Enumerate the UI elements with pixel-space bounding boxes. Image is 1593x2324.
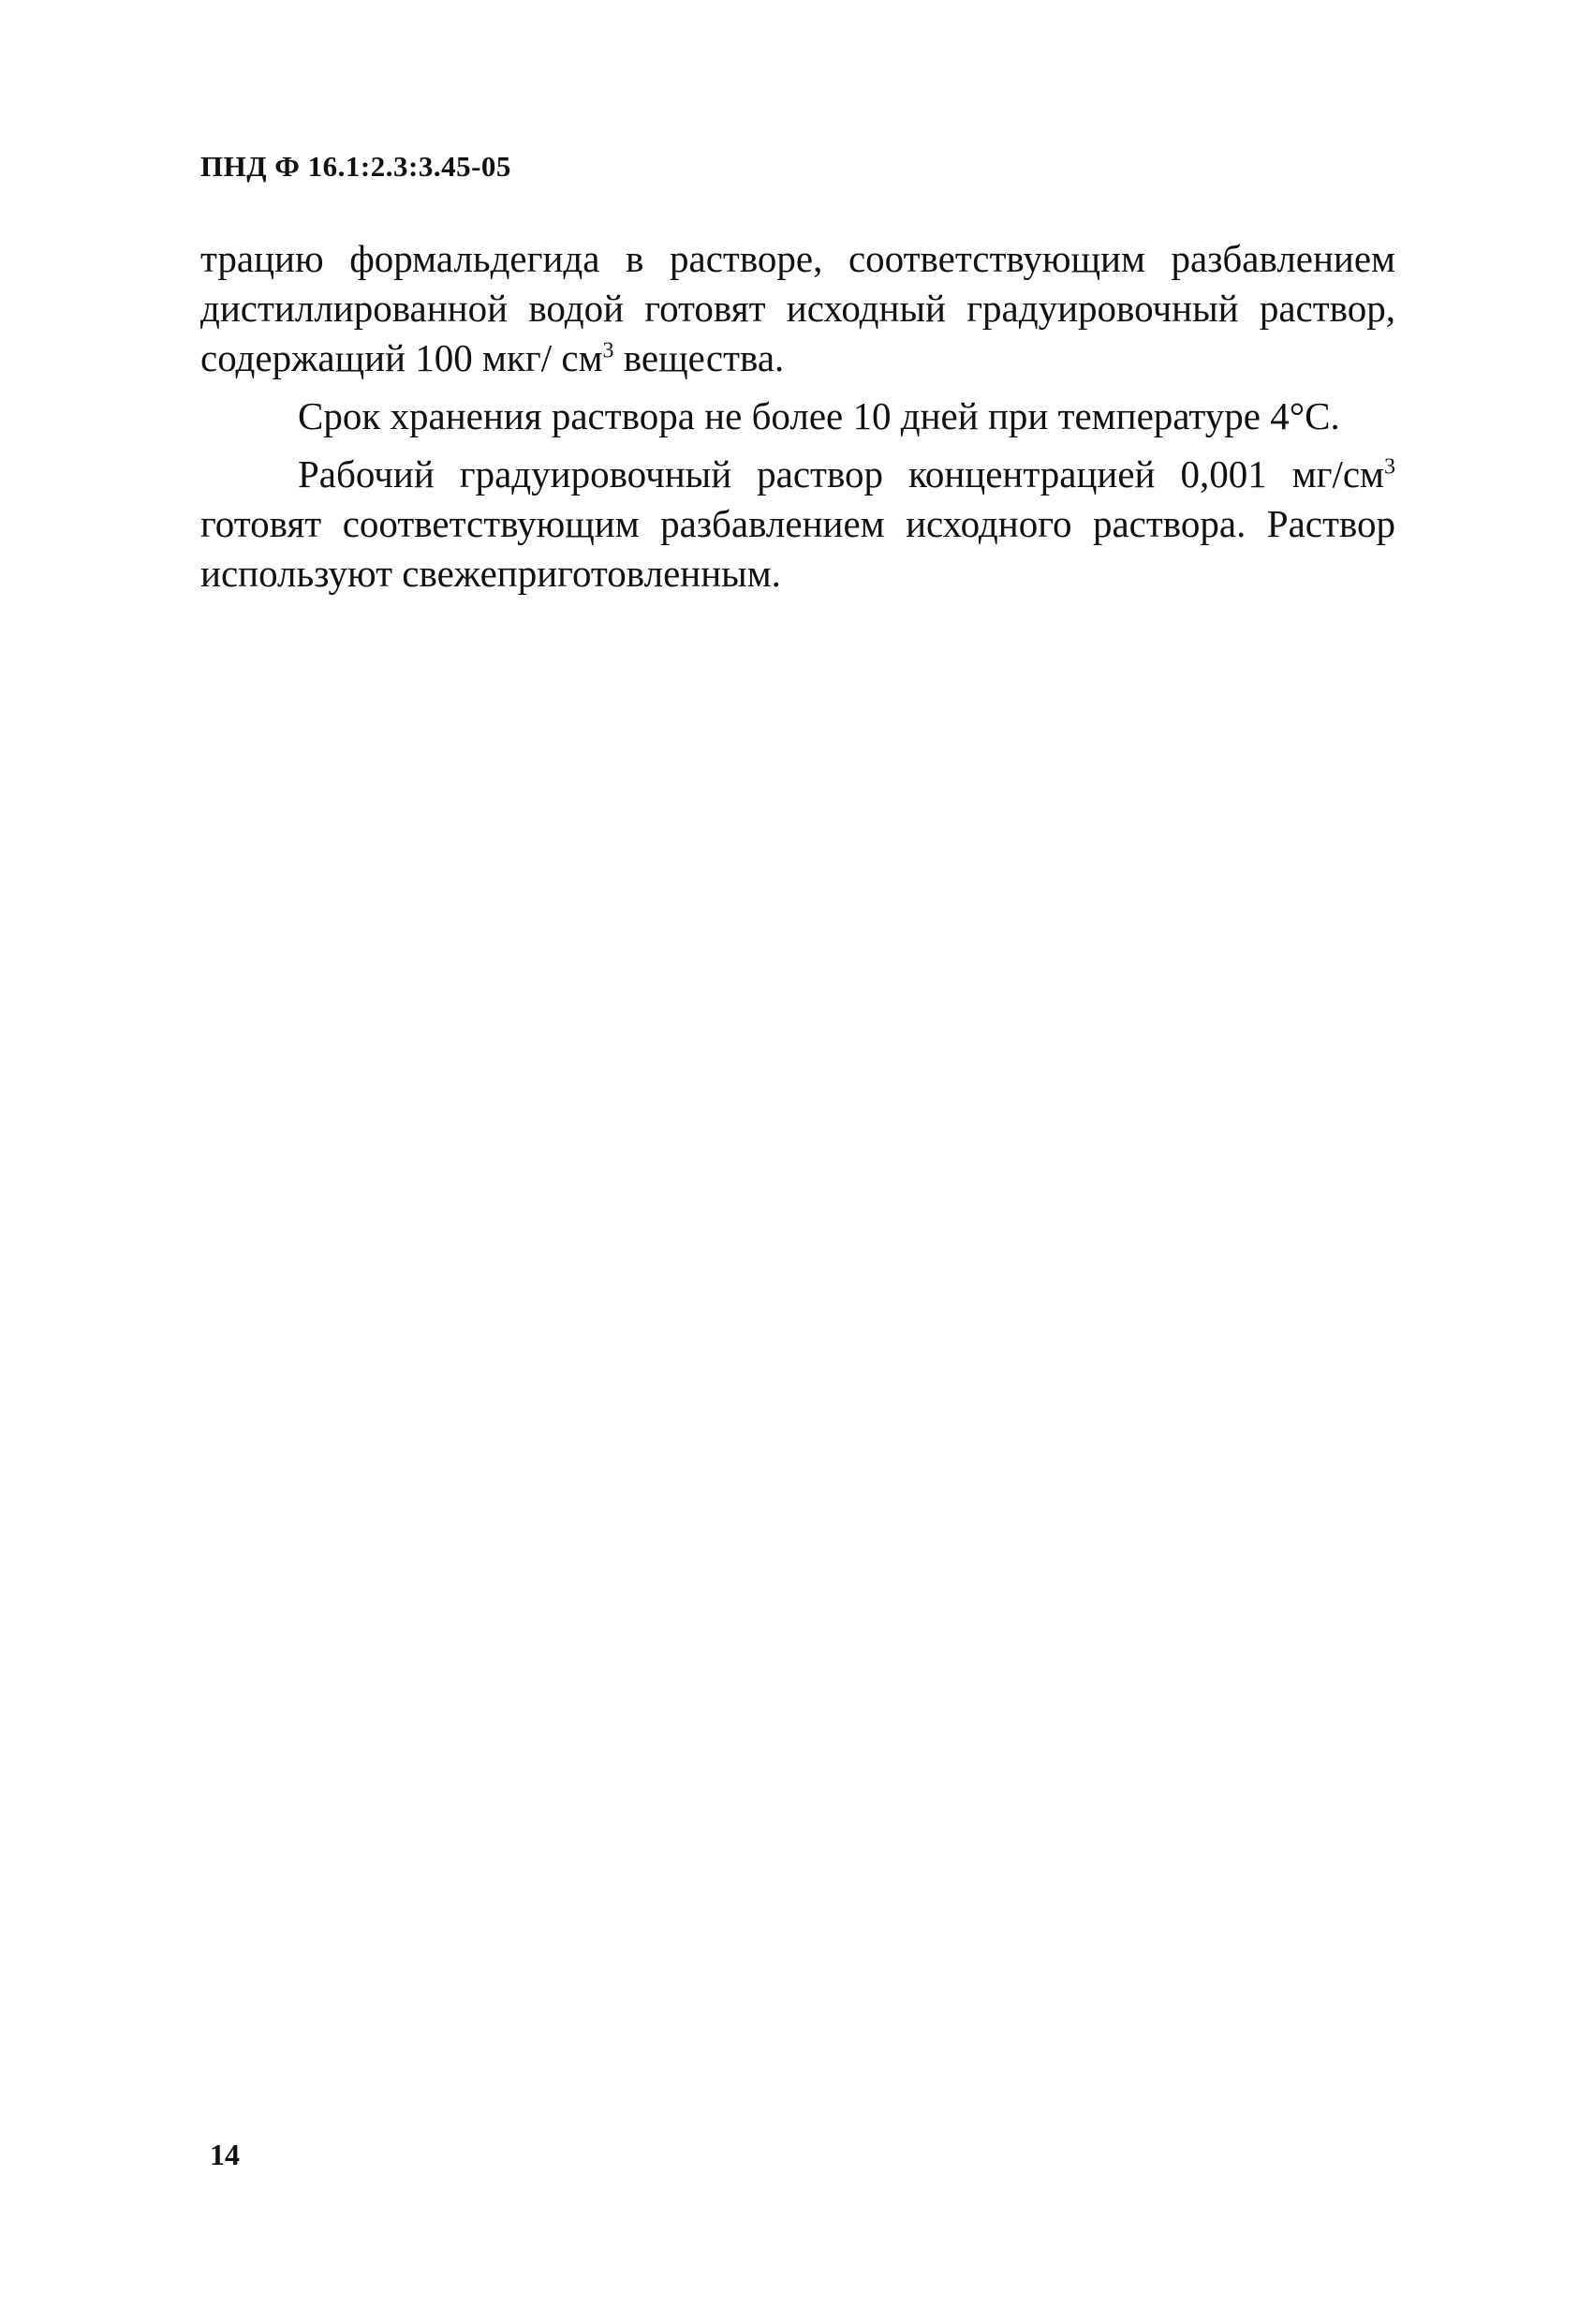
superscript-exponent: 3 [1384, 454, 1395, 480]
page-number: 14 [210, 2138, 240, 2171]
paragraph-text: готовят соответствующим разбавлением исходного раствора. Раствор используют свежеприготовленным. [200, 502, 1395, 595]
paragraph-text: Рабочий градуировочный раствор концентрацией 0,001 мг/см [298, 452, 1384, 496]
paragraph-working-solution [200, 450, 1395, 599]
superscript-exponent: 3 [602, 338, 614, 363]
paragraph-text: трацию формальдегида в растворе, соответствующим разбавлением дистиллированной водой готовят исходный градуировочный раствор, содержащий 100 мкг/ см [200, 237, 1395, 379]
paragraph-storage [200, 392, 1395, 441]
document-body [200, 234, 1395, 599]
paragraph-continuation [200, 234, 1395, 383]
paragraph-text: вещества. [613, 336, 785, 379]
document-header: ПНД Ф 16.1:2.3:3.45-05 [200, 150, 511, 183]
paragraph-text: Срок хранения раствора не более 10 дней при температуре 4°С. [298, 394, 1340, 437]
